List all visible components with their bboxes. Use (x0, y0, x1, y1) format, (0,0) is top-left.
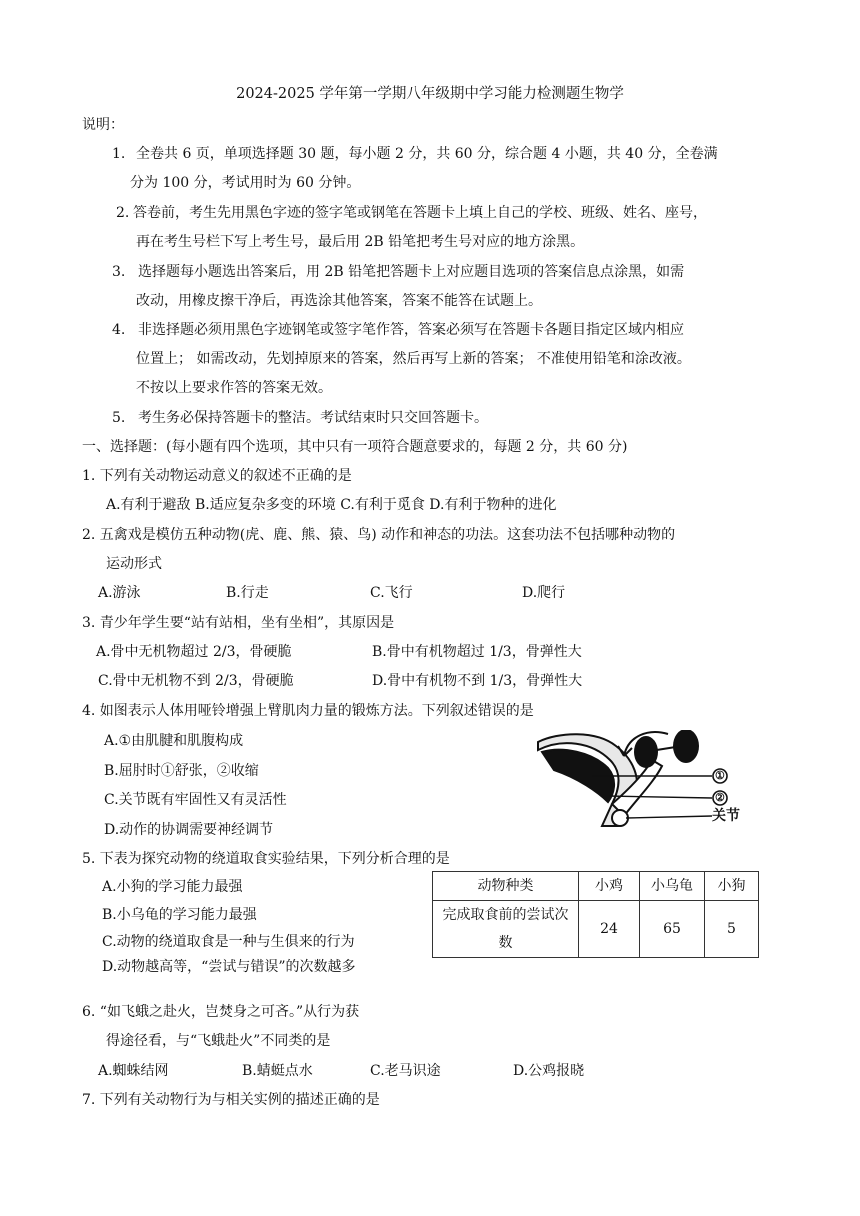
table-header-cell: 小鸡 (579, 872, 640, 901)
question-2-option-c: C.飞行 (370, 585, 413, 601)
question-1-options: A.有利于避敌 B.适应复杂多变的环境 C.有利于觅食 D.有利于物种的进化 (106, 497, 557, 513)
instruction-1-line1: 全卷共 6 页，单项选择题 30 题，每小题 2 分，共 60 分，综合题 4 小题，共 40 分，全卷满 (136, 146, 718, 162)
question-6-stem-cont: 得途径看，与“飞蛾赴火”不同类的是 (106, 1033, 331, 1049)
figure-label-1: ① (715, 769, 725, 782)
question-2-option-b: B.行走 (226, 585, 269, 601)
question-4-stem: 4. 如图表示人体用哑铃增强上臂肌肉力量的锻炼方法。下列叙述错误的是 (82, 703, 534, 719)
figure-label-2: ② (715, 791, 725, 804)
question-6-option-c: C.老马识途 (370, 1063, 441, 1079)
question-3-option-b: B.骨中有机物超过 1/3，骨弹性大 (372, 644, 582, 660)
table-header-cell: 小狗 (705, 872, 759, 901)
page-title: 2024-2025 学年第一学期八年级期中学习能力检测题生物学 (236, 86, 624, 102)
question-3-stem: 3. 青少年学生要“站有站相，坐有坐相”，其原因是 (82, 615, 395, 631)
table-cell: 24 (579, 901, 640, 958)
question-6-stem: 6. “如飞蛾之赴火，岂焚身之可吝。”从行为获 (82, 1004, 360, 1020)
instruction-4-number: 4. (112, 322, 126, 338)
question-4-option-d: D.动作的协调需要神经调节 (104, 822, 274, 838)
question-7-stem: 7. 下列有关动物行为与相关实例的描述正确的是 (82, 1092, 380, 1108)
row-label-line1: 完成取食前的尝试次 (442, 907, 569, 923)
instruction-1-line2: 分为 100 分，考试用时为 60 分钟。 (130, 175, 361, 191)
question-5-option-b: B.小乌龟的学习能力最强 (102, 907, 257, 923)
instruction-4-line1: 非选择题必须用黑色字迹钢笔或签字笔作答，答案必须写在答题卡各题目指定区域内相应 (138, 322, 684, 338)
table-cell: 5 (705, 901, 759, 958)
question-5-option-c: C.动物的绕道取食是一种与生俱来的行为 (102, 934, 355, 950)
question-2-stem-cont: 运动形式 (106, 556, 162, 572)
table-header-row (433, 872, 759, 901)
instruction-5-number: 5. (112, 410, 126, 426)
instruction-2-line1: 答卷前，考生先用黑色字迹的签字笔或钢笔在答题卡上填上自己的学校、班级、姓名、座号， (133, 205, 707, 221)
question-3-option-a: A.骨中无机物超过 2/3，骨硬脆 (96, 644, 292, 660)
instruction-3-line2: 改动，用橡皮擦干净后，再选涂其他答案，答案不能答在试题上。 (136, 293, 542, 309)
figure-label-joint: 关节 (712, 808, 740, 824)
question-4-option-b: B.屈肘时①舒张，②收缩 (104, 763, 259, 779)
table-cell: 65 (640, 901, 705, 958)
question-2-option-d: D.爬行 (522, 585, 566, 601)
instruction-3-number: 3. (112, 264, 126, 280)
question-3-option-d: D.骨中有机物不到 1/3，骨弹性大 (372, 673, 583, 689)
question-5-stem: 5. 下表为探究动物的绕道取食实验结果，下列分析合理的是 (82, 851, 450, 867)
instruction-2-number: 2. (116, 205, 130, 221)
table-row (433, 901, 759, 958)
instruction-3-line1: 选择题每小题选出答案后，用 2B 铅笔把答题卡上对应题目选项的答案信息点涂黑，如需 (138, 264, 685, 280)
instructions-label: 说明： (82, 117, 124, 133)
section-heading-choice: 一、选择题：(每小题有四个选项，其中只有一项符合题意要求的，每题 2 分，共 60 分) (82, 439, 628, 455)
table-row-label (433, 901, 579, 958)
question-1-stem: 1. 下列有关动物运动意义的叙述不正确的是 (82, 468, 352, 484)
table-header-cell: 小乌龟 (640, 872, 705, 901)
instruction-2-line2: 再在考生号栏下写上考生号，最后用 2B 铅笔把考生号对应的地方涂黑。 (136, 234, 585, 250)
row-label-line2: 数 (498, 935, 513, 951)
question-2-stem: 2. 五禽戏是模仿五种动物(虎、鹿、熊、猿、鸟) 动作和神态的功法。这套功法不包括哪种动物的 (82, 527, 676, 543)
question-3-option-c: C.骨中无机物不到 2/3，骨硬脆 (98, 673, 294, 689)
instruction-4-line2: 位置上； 如需改动，先划掉原来的答案，然后再写上新的答案； 不准使用铅笔和涂改液。 (136, 351, 691, 367)
question-2-option-a: A.游泳 (98, 585, 141, 601)
experiment-results-table (432, 871, 759, 958)
instruction-4-line3: 不按以上要求作答的答案无效。 (136, 380, 332, 396)
instruction-1-number: 1. (112, 146, 126, 162)
question-5-option-a: A.小狗的学习能力最强 (102, 879, 243, 895)
question-6-option-a: A.蜘蛛结网 (98, 1063, 169, 1079)
question-6-option-b: B.蜻蜓点水 (242, 1063, 313, 1079)
question-6-option-d: D.公鸡报晓 (513, 1063, 585, 1079)
table-header-cell: 动物种类 (433, 872, 579, 901)
question-5-option-d: D.动物越高等，“尝试与错误”的次数越多 (102, 959, 356, 975)
question-4-option-a: A.①由肌腱和肌腹构成 (104, 733, 244, 749)
instruction-5-line1: 考生务必保持答题卡的整洁。考试结束时只交回答题卡。 (138, 410, 488, 426)
question-4-option-c: C.关节既有牢固性又有灵活性 (104, 792, 287, 808)
